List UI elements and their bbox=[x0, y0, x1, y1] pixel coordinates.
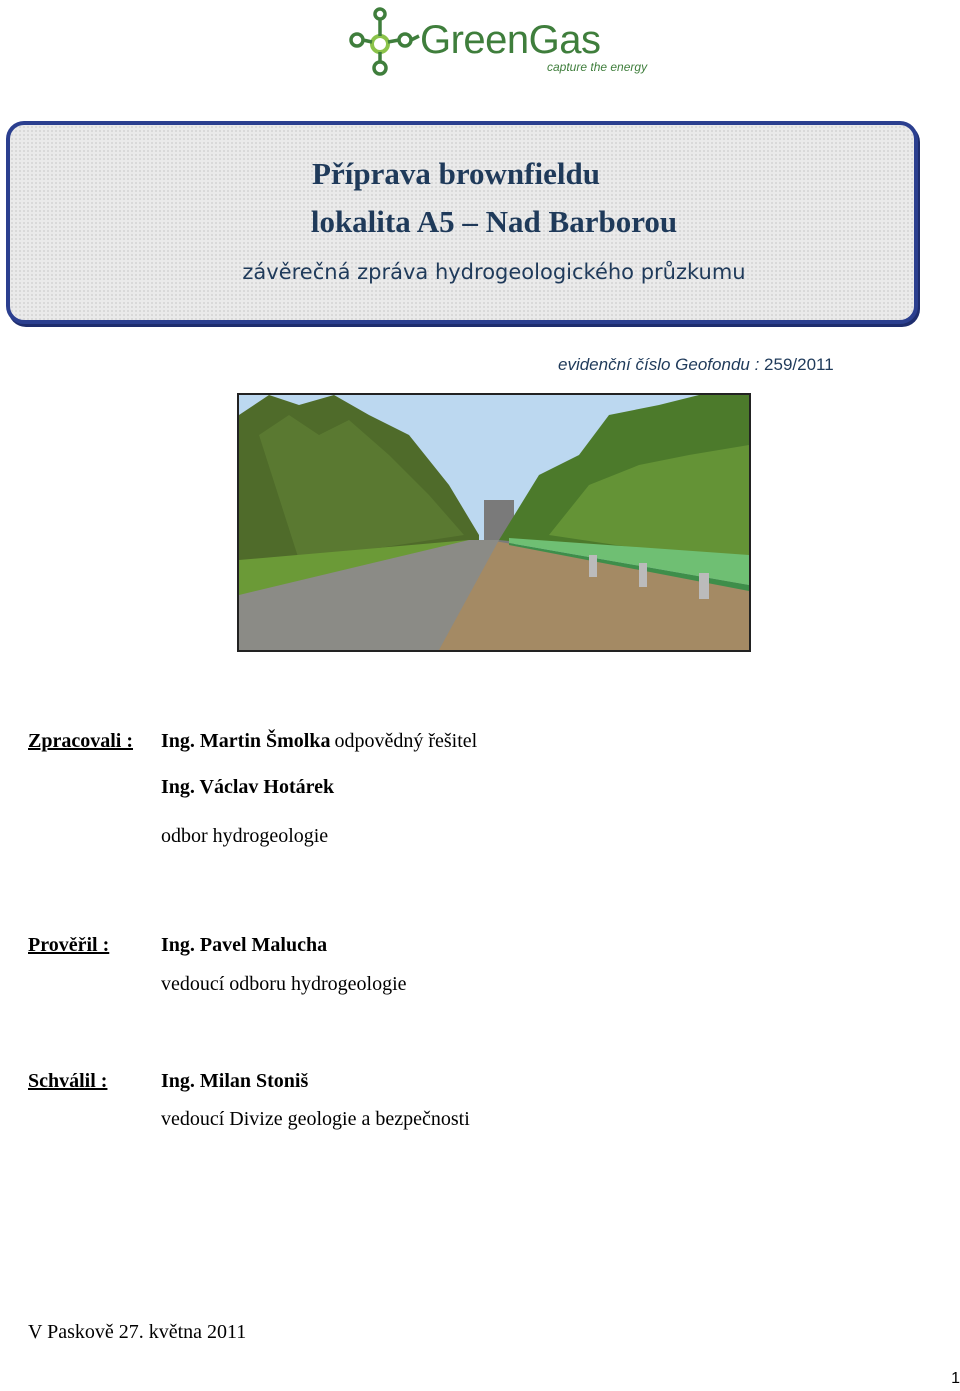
approved-role: vedoucí Divize geologie a bezpečnosti bbox=[161, 1108, 470, 1130]
geofond-label: evidenční číslo Geofondu : bbox=[558, 355, 760, 374]
checked-label: Prověřil : bbox=[28, 934, 110, 956]
geofond-number bbox=[558, 355, 834, 375]
approved-label: Schválil : bbox=[28, 1070, 108, 1092]
prepared-label: Zpracovali : bbox=[28, 730, 133, 752]
prepared-person-1-role: odpovědný řešitel bbox=[334, 730, 478, 752]
prepared-person-2-name: Ing. Václav Hotárek bbox=[161, 776, 335, 798]
greengas-logo-icon bbox=[345, 4, 425, 80]
prepared-person-1-name: Ing. Martin Šmolka bbox=[161, 730, 331, 752]
logo-brand-text: GreenGas bbox=[420, 18, 601, 62]
report-subtitle: závěrečná zpráva hydrogeologického průzkumu bbox=[242, 260, 746, 284]
title-line-1: Příprava brownfieldu bbox=[312, 156, 600, 191]
landscape-photo-icon bbox=[239, 395, 749, 650]
site-photo bbox=[237, 393, 751, 652]
logo-tagline: capture the energy bbox=[547, 60, 648, 74]
prepared-person-1 bbox=[161, 730, 477, 753]
page-number: 1 bbox=[951, 1370, 960, 1387]
place-date: V Paskově 27. května 2011 bbox=[28, 1321, 247, 1343]
checked-role: vedoucí odboru hydrogeologie bbox=[161, 973, 407, 995]
geofond-value: 259/2011 bbox=[764, 355, 834, 374]
approved-name: Ing. Milan Stoniš bbox=[161, 1070, 309, 1092]
title-line-2: lokalita A5 – Nad Barborou bbox=[310, 204, 678, 239]
checked-name: Ing. Pavel Malucha bbox=[161, 934, 328, 956]
prepared-department: odbor hydrogeologie bbox=[161, 825, 329, 847]
